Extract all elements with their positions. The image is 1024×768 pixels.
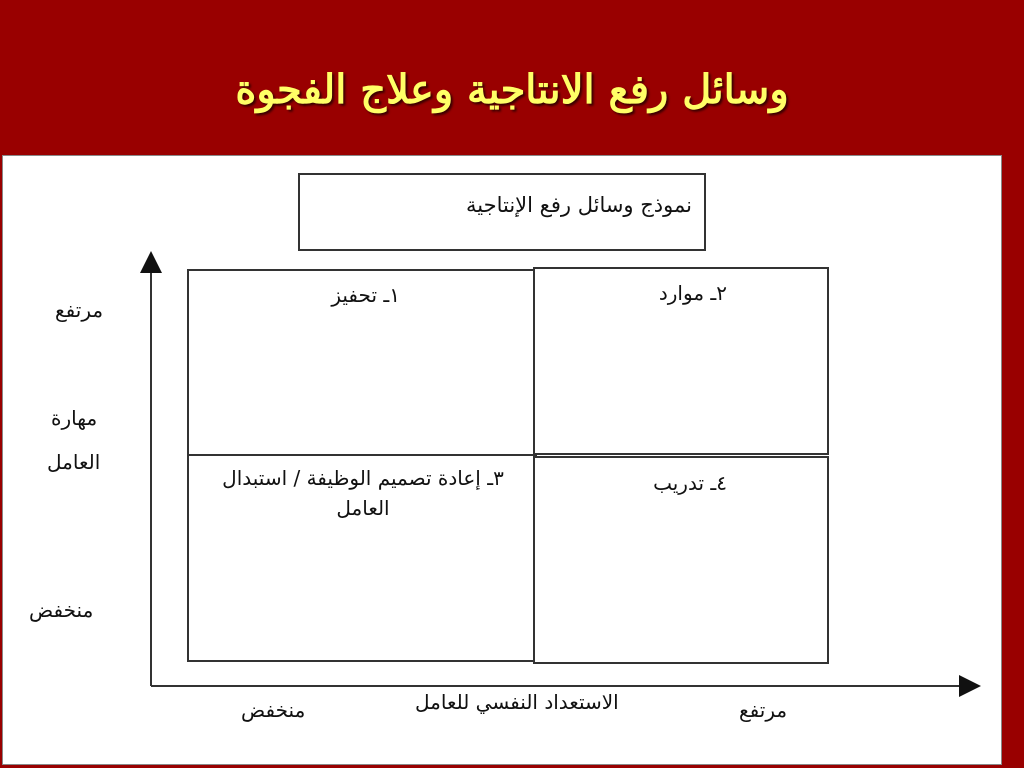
x-axis-high-label: مرتفع	[739, 698, 788, 722]
quadrant-4-training	[533, 456, 829, 664]
quadrant-4-label: ٤ـ تدريب	[653, 471, 727, 495]
quadrant-2-resources	[533, 267, 829, 455]
slide-title: وسائل رفع الانتاجية وعلاج الفجوة	[235, 66, 789, 113]
x-axis-arrow-icon	[959, 675, 981, 697]
diagram-title: نموذج وسائل رفع الإنتاجية	[466, 193, 692, 217]
diagram-canvas	[2, 155, 1002, 765]
quadrant-2-label: ٢ـ موارد	[658, 281, 727, 305]
x-axis-label: الاستعداد النفسي للعامل	[415, 690, 619, 714]
quadrant-1-label: ١ـ تحفيز	[331, 283, 400, 307]
y-axis-arrow-icon	[140, 251, 162, 273]
diagram-title-box	[298, 173, 706, 251]
quadrant-3-label: ٣ـ إعادة تصميم الوظيفة / استبدال العامل	[222, 466, 504, 520]
y-axis-label-line1: مهارة	[51, 406, 98, 430]
quadrant-1-motivation	[187, 269, 537, 459]
y-axis-high-label: مرتفع	[55, 298, 104, 322]
quadrant-3-redesign	[187, 454, 537, 662]
y-axis-label-line2: العامل	[47, 450, 101, 474]
x-axis-low-label: منخفض	[241, 698, 306, 722]
y-axis-low-label: منخفض	[29, 598, 94, 622]
